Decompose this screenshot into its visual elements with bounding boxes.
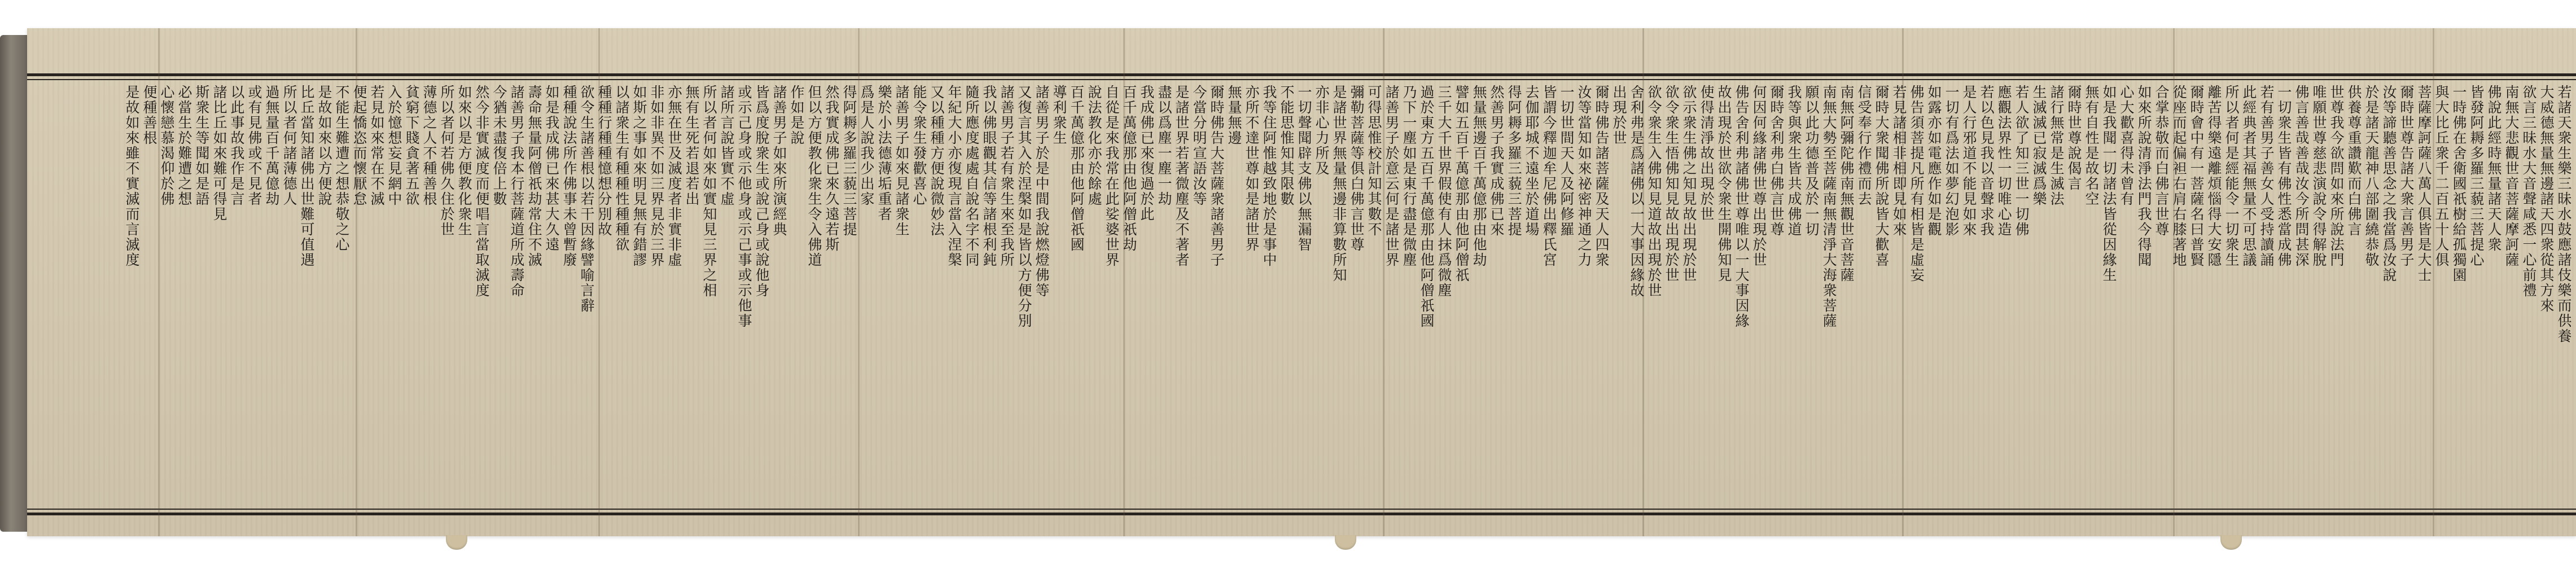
text-column: 於是諸天龍神八部圍繞恭敬 bbox=[2363, 85, 2380, 268]
text-column: 諸善男子我本行菩薩道所成壽命 bbox=[509, 85, 525, 298]
text-column: 諸行無常是生滅法 bbox=[2048, 85, 2065, 207]
text-column: 但以方便教化衆生令入佛道 bbox=[806, 85, 822, 268]
text-column: 何因何緣諸佛世尊出現於世 bbox=[1751, 85, 1767, 268]
text-column: 此經典者其福無量不可思議 bbox=[2241, 85, 2257, 268]
text-column: 爾時舍利弗白佛言世尊 bbox=[1768, 85, 1785, 237]
text-column: 作如是說 bbox=[788, 85, 805, 146]
text-column: 便種善根 bbox=[141, 85, 157, 146]
text-column: 如是我成佛已來甚大久遠 bbox=[544, 85, 560, 252]
text-column: 所以者何如來如實知見三界之相 bbox=[701, 85, 717, 298]
text-column: 佛說此經時無量諸天人衆 bbox=[2486, 85, 2502, 252]
top-border-inner-line bbox=[27, 79, 2576, 80]
text-column: 若人欲了知三世一切佛 bbox=[2013, 85, 2030, 237]
text-column: 是諸世界無量無邊非算數所知 bbox=[1331, 85, 1347, 283]
text-column: 一切衆生皆有佛性悉當成佛 bbox=[2276, 85, 2292, 268]
text-column: 如是我聞一切諸法皆從因緣生 bbox=[2101, 85, 2117, 283]
text-column: 我以佛眼觀其信等諸根利鈍 bbox=[981, 85, 997, 268]
text-column: 亦非心力所及 bbox=[1313, 85, 1330, 176]
text-column: 諸善男子若有衆生來至我所 bbox=[998, 85, 1015, 268]
text-column: 導利衆生 bbox=[1051, 85, 1067, 146]
text-column: 供養尊重讚歎而白佛言 bbox=[2346, 85, 2362, 237]
text-column: 不能思惟知其限數 bbox=[1278, 85, 1295, 207]
text-column: 彌勒菩薩等俱白佛言世尊 bbox=[1348, 85, 1365, 252]
text-column: 譬如五百千萬億那由他阿僧祇 bbox=[1453, 85, 1470, 283]
text-column: 爾時大衆聞佛所說皆大歡喜 bbox=[1873, 85, 1890, 268]
text-column: 或示己身或示他身或示己事或示他事 bbox=[736, 85, 752, 329]
text-column: 能令衆生發歡喜心 bbox=[911, 85, 927, 207]
text-column: 爾時佛告大菩薩衆諸善男子 bbox=[1208, 85, 1225, 268]
scroll-tab bbox=[446, 535, 467, 550]
text-column: 一切世間天人及阿修羅 bbox=[1558, 85, 1575, 237]
text-column: 心大歡喜得未曾有 bbox=[2118, 85, 2135, 207]
text-column: 故出現於世欲令衆生開佛知見 bbox=[1716, 85, 1732, 283]
text-column: 隨所應度處處自說名字不同 bbox=[963, 85, 980, 268]
text-column: 所以者何諸薄德人 bbox=[281, 85, 297, 207]
bottom-border-inner-line bbox=[27, 509, 2576, 510]
text-column: 或有見佛或不見者 bbox=[246, 85, 262, 207]
text-column: 是諸世界若著微塵及不著者 bbox=[1173, 85, 1190, 268]
text-column: 比丘當知諸佛出世難可值遇 bbox=[299, 85, 315, 268]
text-column: 佛告舍利弗諸佛世尊唯以一大事因緣 bbox=[1733, 85, 1750, 329]
text-column: 南無大悲觀世音菩薩摩訶薩 bbox=[2503, 85, 2520, 268]
text-column: 欲言三昧水大音聲咸悉一心前禮 bbox=[2521, 85, 2537, 298]
text-column: 如露亦如電應作如是觀 bbox=[1926, 85, 1942, 237]
text-column: 汝等諦聽善思念之我當爲汝說 bbox=[2381, 85, 2397, 283]
text-column: 貧窮下賤貪著五欲 bbox=[404, 85, 420, 207]
text-column: 諸善男子於意云何是諸世界 bbox=[1383, 85, 1400, 268]
text-column: 一切有爲法如夢幻泡影 bbox=[1943, 85, 1960, 237]
scroll-tab bbox=[2220, 535, 2242, 550]
scroll-roller bbox=[0, 35, 27, 532]
text-column: 欲令衆生悟佛知見故出現於世 bbox=[1663, 85, 1680, 283]
text-column: 不能生難遭之想恭敬之心 bbox=[334, 85, 350, 252]
text-column: 是故如來以方便說 bbox=[316, 85, 332, 207]
text-column: 諸善男子如來所演經典 bbox=[771, 85, 787, 237]
text-column: 過於東方五百千萬億那由他阿僧祇國 bbox=[1418, 85, 1435, 329]
text-column: 大威德無量無邊諸天四衆從其方來 bbox=[2538, 85, 2555, 313]
text-column: 從座而起偏袒右肩右膝著地 bbox=[2171, 85, 2187, 268]
text-column: 今猶未盡復倍上數 bbox=[491, 85, 507, 207]
text-column: 爲是人說我少出家 bbox=[858, 85, 875, 207]
text-column: 必當生於難遭之想 bbox=[176, 85, 192, 207]
bottom-border-line bbox=[27, 513, 2576, 515]
text-column: 斯衆生等聞如是語 bbox=[194, 85, 210, 207]
text-column: 無有生死若退若出 bbox=[684, 85, 700, 207]
text-column: 去伽耶城不遠坐於道場 bbox=[1523, 85, 1540, 237]
text-column: 唯願世尊慈悲演說令得解脫 bbox=[2311, 85, 2327, 268]
text-column: 無有自性是故名空 bbox=[2083, 85, 2100, 207]
text-column: 乃下一塵如是東行盡是微塵 bbox=[1401, 85, 1417, 268]
text-column: 以諸衆生有種種性種種欲 bbox=[614, 85, 630, 252]
text-column: 如來所說清淨法門我今得聞 bbox=[2136, 85, 2152, 268]
text-column: 非如非異不如三界見於三界 bbox=[649, 85, 665, 268]
top-border-line bbox=[27, 73, 2576, 76]
text-column: 我等住阿惟越致地於是事中 bbox=[1261, 85, 1277, 268]
text-column: 南無阿彌陀佛南無觀世音菩薩 bbox=[1838, 85, 1855, 283]
text-column: 信受奉行作禮而去 bbox=[1856, 85, 1872, 207]
text-column: 欲示衆生佛之知見故出現於世 bbox=[1681, 85, 1697, 283]
text-column: 諸善男子於是中間我說燃燈佛等 bbox=[1033, 85, 1050, 298]
scripture-text-area bbox=[30, 85, 2573, 505]
text-column: 年紀大小亦復現言當入涅槃 bbox=[946, 85, 962, 268]
text-column: 薄德之人不種善根 bbox=[421, 85, 437, 207]
text-column: 是故如來雖不實滅而言滅度 bbox=[124, 85, 140, 268]
text-column: 合掌恭敬而白佛言世尊 bbox=[2153, 85, 2170, 237]
text-column: 生滅滅已寂滅爲樂 bbox=[2031, 85, 2047, 207]
text-column: 亦所不達世尊如是諸世界 bbox=[1243, 85, 1260, 252]
text-column: 南無大勢至菩薩南無清淨大海衆菩薩 bbox=[1821, 85, 1837, 329]
text-column: 皆發阿耨多羅三藐三菩提心 bbox=[2468, 85, 2485, 268]
text-column: 樂於小法德薄垢重者 bbox=[876, 85, 892, 222]
text-column: 心懷戀慕渴仰於佛 bbox=[159, 85, 175, 207]
text-column: 離苦得樂遠離煩惱得大安隱 bbox=[2206, 85, 2222, 268]
text-column: 然善男子我實成佛已來 bbox=[1488, 85, 1505, 237]
scroll-tab bbox=[1335, 535, 1356, 550]
text-column: 我成佛已來復過於此 bbox=[1138, 85, 1155, 222]
text-column: 皆謂今釋迦牟尼佛出釋氏宮 bbox=[1541, 85, 1557, 268]
text-column: 可得思惟校計知其數不 bbox=[1366, 85, 1382, 237]
text-column: 無量無邊 bbox=[1226, 85, 1242, 146]
text-column: 過無量百千萬億劫 bbox=[264, 85, 280, 207]
text-column: 三千大千世界假使有人抹爲微塵 bbox=[1436, 85, 1452, 298]
text-column: 佛言善哉善哉汝今所問甚深 bbox=[2293, 85, 2310, 268]
text-column: 一時佛在舍衛國祇樹給孤獨園 bbox=[2451, 85, 2467, 283]
text-column: 以此事故我作是言 bbox=[229, 85, 245, 207]
text-column: 若以色見我以音聲求我 bbox=[1978, 85, 1995, 237]
text-column: 今當分明宣語汝等 bbox=[1191, 85, 1207, 207]
text-column: 諸善男子如來見諸衆生 bbox=[893, 85, 910, 237]
text-column: 諸比丘如來難可得見 bbox=[211, 85, 227, 222]
text-column: 爾時佛告諸菩薩及天人四衆 bbox=[1593, 85, 1610, 268]
text-column: 又復言其入於涅槃如是皆以方便分別 bbox=[1016, 85, 1032, 329]
text-column: 出現於世 bbox=[1611, 85, 1627, 146]
text-column: 又以種種方便說微妙法 bbox=[928, 85, 945, 237]
text-column: 爾時世尊告諸大衆言善男子 bbox=[2398, 85, 2415, 268]
text-column: 使得清淨故出現於世 bbox=[1698, 85, 1715, 222]
text-column: 若見諸相非相即見如來 bbox=[1891, 85, 1907, 237]
text-column: 爾時會中有一菩薩名曰普賢 bbox=[2188, 85, 2205, 268]
text-column: 舍利弗是爲諸佛以一大事因緣故 bbox=[1628, 85, 1645, 298]
text-column: 百千萬億那由他阿僧祇國 bbox=[1068, 85, 1085, 252]
text-column: 若見如來常在不滅 bbox=[369, 85, 385, 207]
text-column: 應觀法界性一切唯心造 bbox=[1996, 85, 2012, 237]
text-column: 一切聲聞辟支佛以無漏智 bbox=[1296, 85, 1312, 252]
text-column: 所以者何是經能令一切衆生 bbox=[2223, 85, 2240, 268]
text-column: 如來以是方便教化衆生 bbox=[456, 85, 472, 237]
text-column: 盡以爲塵一塵一劫 bbox=[1156, 85, 1172, 207]
text-column: 與大比丘衆千二百五十人俱 bbox=[2433, 85, 2450, 268]
text-column: 所以者何若佛久住於世 bbox=[439, 85, 455, 237]
text-column: 若諸天衆生樂三昧水鼓應諸伎樂而供養 bbox=[2556, 85, 2572, 344]
scroll-paper bbox=[27, 28, 2576, 536]
text-column: 爾時世尊說偈言 bbox=[2066, 85, 2082, 191]
text-column: 百千萬億那由他阿僧祇劫 bbox=[1121, 85, 1137, 252]
text-column: 得阿耨多羅三藐三菩提 bbox=[1506, 85, 1522, 237]
text-column: 欲令生諸善根以若干因緣譬喻言辭 bbox=[579, 85, 595, 313]
text-column: 亦無在世及滅度者非實非虛 bbox=[666, 85, 682, 268]
text-column: 無量無邊百千萬億那由他劫 bbox=[1471, 85, 1487, 268]
text-column: 若有善男子善女人受持讀誦 bbox=[2258, 85, 2275, 268]
text-column: 佛告須菩提凡所有相皆是虛妄 bbox=[1908, 85, 1925, 283]
text-column: 入於憶想妄見網中 bbox=[386, 85, 402, 207]
text-column: 是人行邪道不能見如來 bbox=[1961, 85, 1977, 237]
text-column: 說法教化亦於餘處 bbox=[1086, 85, 1102, 207]
text-column: 願以此功德普及於一切 bbox=[1803, 85, 1820, 237]
text-column: 然我實成佛已來久遠若斯 bbox=[823, 85, 840, 252]
text-column: 種種行種種憶想分別故 bbox=[596, 85, 612, 237]
text-column: 諸所言說皆實不虛 bbox=[719, 85, 735, 207]
text-column: 便起憍恣而懷厭怠 bbox=[351, 85, 367, 207]
text-column: 如斯之事如來明見無有錯謬 bbox=[631, 85, 647, 268]
text-column: 然今非實滅度而便唱言當取滅度 bbox=[474, 85, 490, 298]
text-column: 得阿耨多羅三藐三菩提 bbox=[841, 85, 857, 237]
text-column: 壽命無量阿僧祇劫常住不滅 bbox=[526, 85, 542, 268]
text-column: 我等與衆生皆共成佛道 bbox=[1786, 85, 1802, 237]
text-column: 自從是來我常在此娑婆世界 bbox=[1103, 85, 1120, 268]
text-column: 皆爲度脫衆生或說己身或說他身 bbox=[753, 85, 770, 298]
text-column: 欲令衆生入佛知見道故出現於世 bbox=[1646, 85, 1662, 298]
text-column: 菩薩摩訶薩八萬人俱皆是大士 bbox=[2416, 85, 2432, 283]
text-column: 種種說法所作佛事未曾暫廢 bbox=[561, 85, 577, 268]
text-column: 世尊我今欲問如來所說法門 bbox=[2328, 85, 2345, 268]
text-column: 汝等當知如來祕密神通之力 bbox=[1576, 85, 1592, 268]
